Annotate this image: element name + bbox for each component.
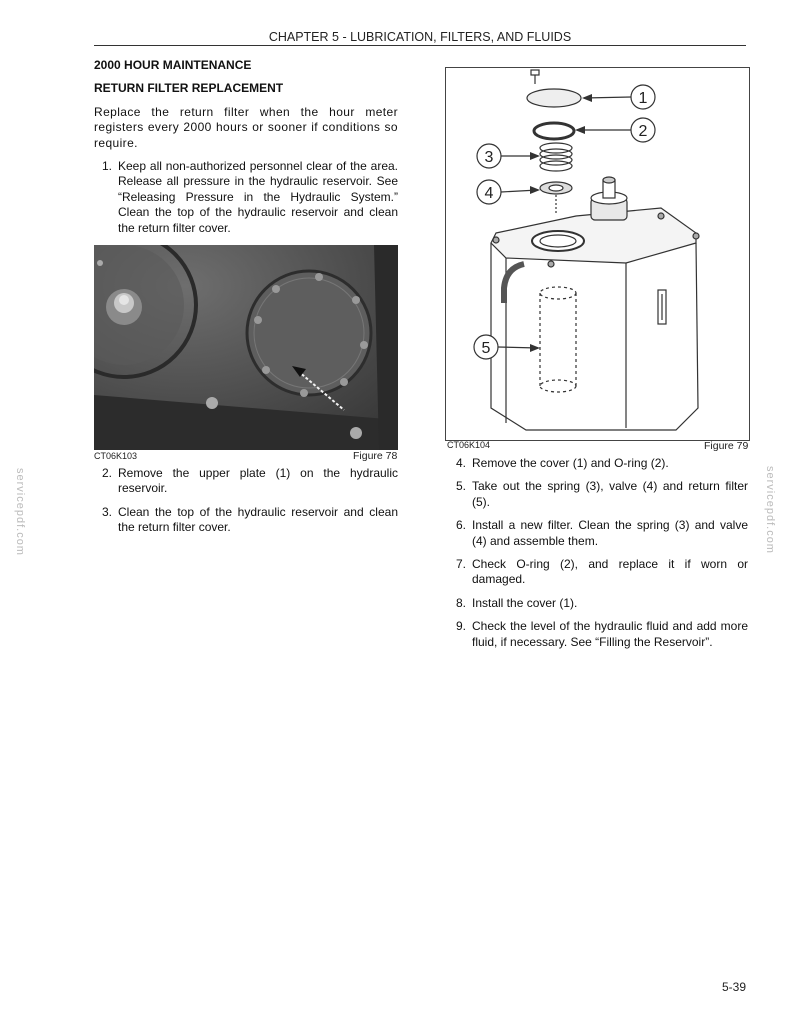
step-item [448, 518, 748, 549]
svg-text:1: 1 [638, 90, 648, 107]
callout-3 [477, 144, 540, 168]
left-column-lower [94, 466, 398, 544]
step-text: Remove the cover (1) and O-ring (2). [472, 456, 669, 470]
step-number: 6. [456, 518, 467, 533]
step-text: Remove the upper plate (1) on the hydraulic reservoir. [118, 466, 398, 496]
step-text: Check the level of the hydraulic fluid and add more fluid, if necessary. See “Filling the Reservoir”. [472, 619, 748, 649]
section-title: 2000 HOUR MAINTENANCE [94, 58, 252, 72]
step-text: Install a new filter. Clean the spring (3) and valve (4) and assemble them. [472, 518, 748, 548]
section-subtitle: RETURN FILTER REPLACEMENT [94, 81, 284, 96]
figure-78-photo [94, 245, 398, 450]
callout-4 [477, 180, 540, 204]
step-item [448, 479, 748, 510]
watermark-right: servicepdf.com [764, 466, 776, 554]
steps-list-left [94, 159, 398, 236]
callout-2 [575, 118, 655, 142]
svg-text:5: 5 [481, 340, 491, 357]
figure-78-code: CT06K103 [94, 451, 138, 461]
steps-list-left-lower [94, 466, 398, 536]
step-text: Install the cover (1). [472, 595, 578, 610]
figure-78-caption: Figure 78 [353, 450, 398, 462]
header-rule [94, 45, 746, 46]
svg-text:2: 2 [638, 123, 648, 140]
left-column [94, 58, 398, 244]
step-item [94, 505, 398, 536]
intro-paragraph: Replace the return filter when the hour meter registers every 2000 hours or sooner if conditions so require. [94, 104, 398, 150]
step-text: Take out the spring (3), valve (4) and return filter (5). [472, 479, 748, 509]
step-item [448, 557, 748, 588]
step-item [94, 159, 398, 236]
step-number: 8. [456, 595, 467, 610]
figure-79-code: CT06K104 [447, 440, 491, 450]
svg-text:4: 4 [484, 185, 494, 202]
step-text: Clean the top of the hydraulic reservoir and clean the return filter cover. [118, 504, 398, 535]
callout-5 [474, 335, 540, 359]
right-column [448, 456, 748, 658]
step-number: 4. [456, 456, 467, 470]
svg-text:3: 3 [484, 149, 494, 166]
step-number: 5. [456, 479, 467, 494]
step-number: 2. [102, 466, 113, 480]
step-text: Check O-ring (2), and replace it if worn or damaged. [472, 557, 748, 587]
step-item [448, 619, 748, 650]
step-item [448, 596, 748, 611]
step-item [448, 456, 748, 471]
step-text: Keep all non-authorized personnel clear of the area. Release all pressure in the hydraulic reservoir. See “Releasing Pressure in the Hydraulic System.” Clean the top of the hydraulic reservoir and clean the return filter cover. [118, 159, 398, 235]
step-number: 9. [456, 619, 467, 634]
step-number: 7. [456, 557, 467, 572]
watermark-left: servicepdf.com [14, 468, 26, 556]
steps-list-right [448, 456, 748, 650]
step-number: 3. [102, 504, 113, 519]
chapter-header: CHAPTER 5 - LUBRICATION, FILTERS, AND FLUIDS [268, 30, 572, 44]
step-item [94, 466, 398, 497]
figure-79-caption: Figure 79 [704, 440, 749, 452]
figure-79-diagram [445, 67, 750, 441]
callout-1 [582, 85, 655, 109]
step-number: 1. [102, 159, 113, 174]
page-number: 5-39 [721, 980, 746, 994]
